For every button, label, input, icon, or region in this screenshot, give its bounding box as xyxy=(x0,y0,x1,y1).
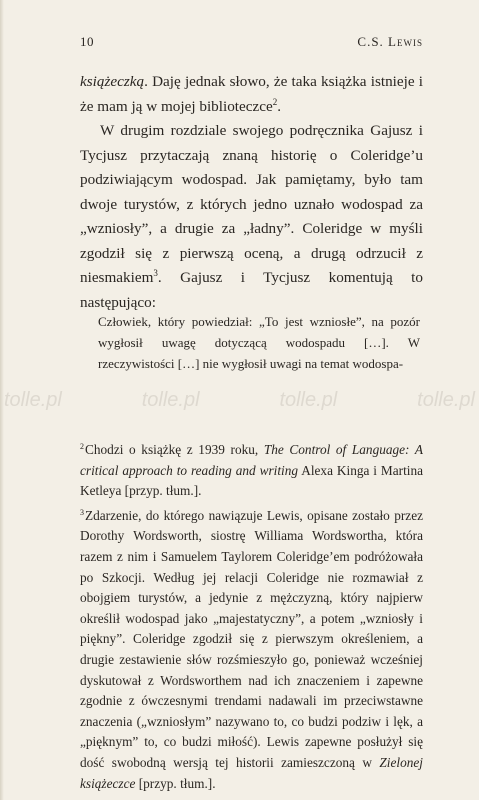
footnote-2-text-b: Alexa Kinga i Martina Ketleya [przyp. tłum.]. xyxy=(80,462,424,499)
watermark-text: tolle.pl xyxy=(417,389,475,411)
footnote-2-text-a: Chodzi o książkę z 1939 roku, xyxy=(85,442,264,457)
running-head: C.S. Lewis xyxy=(357,34,423,49)
paragraph-2-text-b: . Gajusz i Tycjusz komentują to następująco: xyxy=(80,269,423,311)
footnote-ref-2: 2 xyxy=(272,96,278,107)
italic-term: książeczką xyxy=(80,73,145,90)
footnotes xyxy=(80,440,423,798)
footnote-3-title: Zielonej książeczce xyxy=(80,754,423,791)
footnote-3 xyxy=(80,506,423,794)
footnote-3-text-a: Zdarzenie, do którego nawiązuje Lewis, opisane zostało przez Dorothy Wordsworth, siostrę Williama Wordswortha, która razem z nim i Samuelem Taylorem Coleridge’em podróżowała po Szkocji. Według jej relacji Coleridge nie rozmawiał z obojgiem turystów, a jedynie z mężczyzną, który najpierw określił wodospad jako „majestatyczny”, a potem „wzniosły i piękny”. Coleridge zgodził się z pierwszym określeniem, a drugie zestawienie słów rozśmieszyło go, ponieważ wcześniej dyskutował z Wordsworthem nad ich znaczeniem i zapewne zgodnie z ówczesnymi trendami nadawali im przeciwstawne znaczenia („wzniosłym” nazywano to, co budzi podziw i lęk, a „pięknym” to, co budzi miłość). Lewis zapewne posłużył się dość swobodną wersją tej historii zamieszczoną w xyxy=(80,507,423,770)
page-number: 10 xyxy=(80,34,94,49)
footnote-3-text-b: [przyp. tłum.]. xyxy=(135,775,216,791)
paragraph-2-text-a: W drugim rozdziale swojego podręcznika Gajusz i Tycjusz przytaczają znaną historię o Coleridge’u podziwiającym wodospad. Jak pamiętamy, było tam dwoje turystów, z których jedno uznało wodospad za „wzniosły”, a drugie za „ładny”. Coleridge w myśli zgodził się z pierwszą oceną, a drugą odrzucił z niesmakiem xyxy=(80,122,423,286)
footnote-3-mark: 3 xyxy=(80,507,84,517)
watermark-text: tolle.pl xyxy=(279,389,338,411)
watermark-text: tolle.pl xyxy=(141,389,200,411)
watermark-text: tolle.pl xyxy=(4,389,62,411)
main-text xyxy=(80,70,423,315)
watermark xyxy=(0,389,479,412)
paragraph-1-text: . Daję jednak słowo, że taka książka istnieje i że mam ją w mojej biblioteczce xyxy=(80,73,423,115)
footnote-2-mark: 2 xyxy=(80,442,84,451)
paragraph-1 xyxy=(80,70,423,119)
paragraph-1-end: . xyxy=(277,97,282,115)
paragraph-2 xyxy=(80,119,423,315)
footnote-2 xyxy=(80,440,423,502)
footnote-2-title: The Control of Language: A critical approach to reading and writing xyxy=(80,442,423,478)
quote-text: Człowiek, który powiedział: „To jest wzniosłe”, na pozór wygłosił uwagę dotyczącą wodospadu […]. W rzeczywistości […] nie wygłosił uwagi na temat wodospa- xyxy=(98,314,420,371)
footnote-ref-3: 3 xyxy=(153,268,158,278)
page-edge xyxy=(0,0,4,800)
block-quote xyxy=(98,311,420,374)
